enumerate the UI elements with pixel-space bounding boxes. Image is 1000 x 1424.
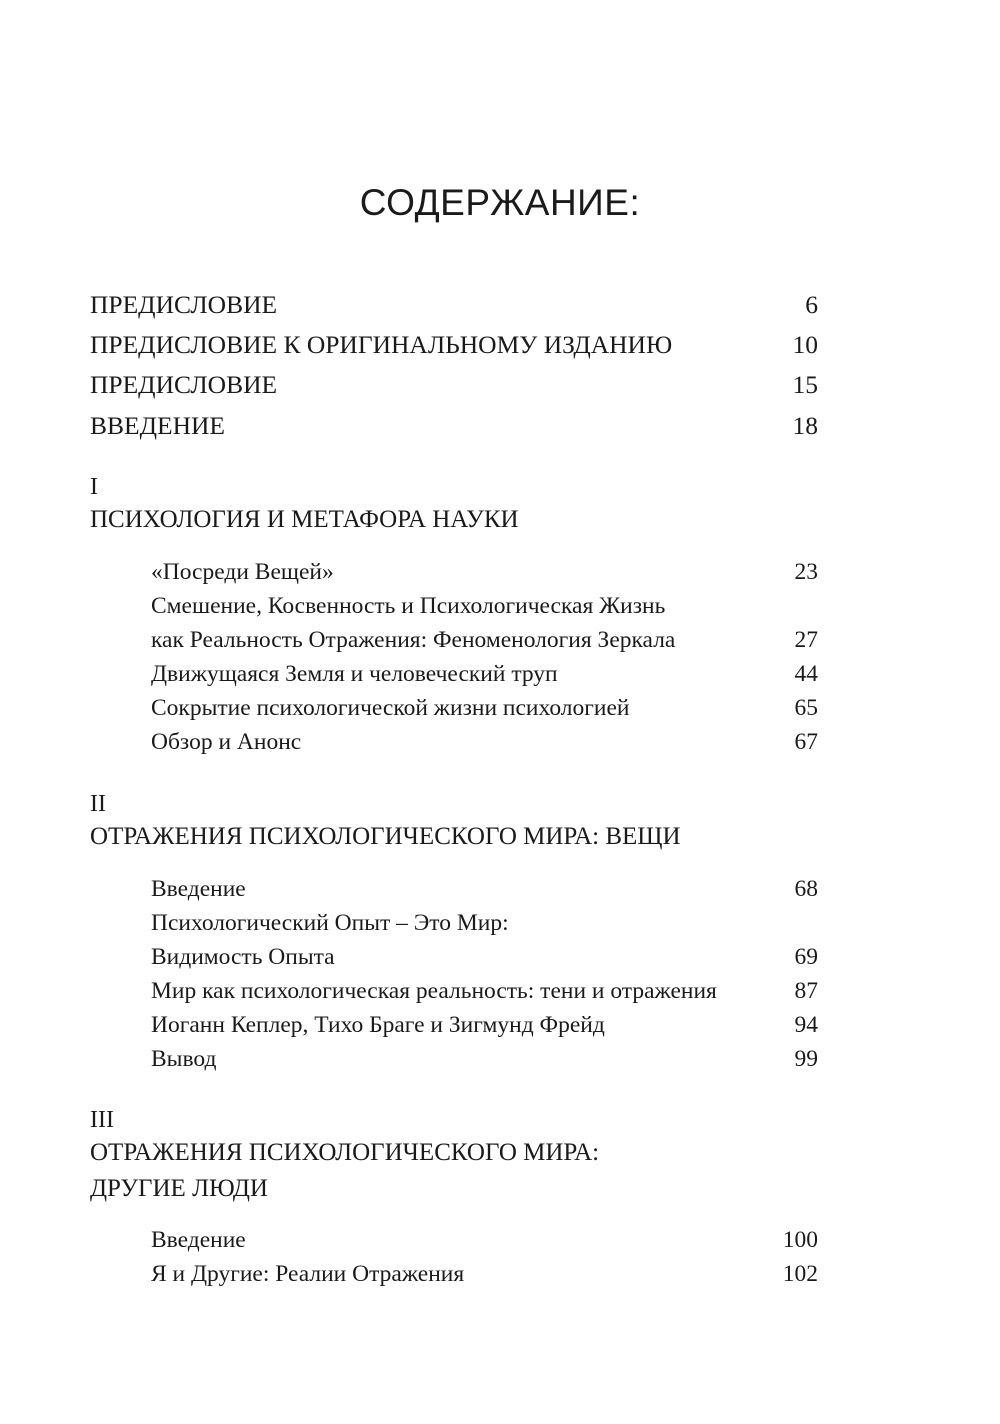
toc-entry[interactable] [90,406,818,446]
toc-entry[interactable] [151,872,818,906]
toc-entry-page: 99 [794,1046,818,1072]
toc-entry[interactable] [151,940,818,974]
toc-entry-label: Видимость Опыта [151,944,335,970]
toc-entry[interactable] [151,691,818,725]
toc-entry-label: Движущаяся Земля и человеческий труп [151,661,558,687]
part-number: II [90,791,106,817]
toc-entry[interactable] [151,725,818,759]
toc-entry-label: ПРЕДИСЛОВИЕ [90,370,278,399]
toc-entry-label: «Посреди Вещей» [151,559,334,585]
part-title[interactable]: ОТРАЖЕНИЯ ПСИХОЛОГИЧЕСКОГО МИРА: ВЕЩИ [90,823,681,850]
toc-entry-label: Иоганн Кеплер, Тихо Браге и Зигмунд Фрейд [151,1012,605,1038]
toc-entry-label: Смешение, Косвенность и Психологическая Жизнь [151,593,666,619]
toc-entry-page: 23 [794,559,818,585]
toc-entry[interactable] [90,325,818,365]
toc-entry-page: 87 [794,978,818,1004]
toc-entry-label: ПРЕДИСЛОВИЕ [90,290,278,319]
toc-entry-label: Введение [151,1227,246,1253]
toc-entry-label: Я и Другие: Реалии Отражения [151,1261,465,1287]
part-title-continued[interactable]: ДРУГИЕ ЛЮДИ [90,1175,268,1202]
toc-entry-page: 10 [792,330,818,359]
part-number: III [90,1107,114,1133]
toc-entry[interactable] [151,1042,818,1076]
toc-entry[interactable] [151,974,818,1008]
toc-entry-page: 100 [782,1227,818,1253]
page-title: СОДЕРЖАНИЕ: [359,182,641,223]
toc-entry-page: 18 [792,411,818,440]
toc-entry[interactable] [151,555,818,589]
toc-entry-page: 44 [794,661,818,687]
toc-entry-page: 65 [794,695,818,721]
toc-entry-label: Введение [151,876,246,902]
toc-entry[interactable] [151,623,818,657]
toc-entry-page: 27 [794,627,818,653]
toc-entry[interactable] [90,285,818,325]
toc-entry-label: Психологический Опыт – Это Мир: [151,910,509,936]
toc-entry-page: 6 [805,290,818,319]
toc-entry[interactable] [151,1257,818,1291]
toc-entry-page: 94 [794,1012,818,1038]
part-number: I [90,474,98,500]
toc-entry-page: 68 [794,876,818,902]
toc-entry[interactable] [151,906,818,940]
toc-entry-page: 102 [782,1261,818,1287]
toc-entry[interactable] [151,1223,818,1257]
toc-entry-page: 69 [794,944,818,970]
toc-entry[interactable] [151,657,818,691]
toc-entry-label: Мир как психологическая реальность: тени и отражения [151,978,717,1004]
toc-entry[interactable] [90,365,818,405]
toc-entry[interactable] [151,589,818,623]
toc-entry-label: как Реальность Отражения: Феноменология Зеркала [151,627,676,653]
toc-entry-label: Сокрытие психологической жизни психологией [151,695,630,721]
toc-entry-label: ВВЕДЕНИЕ [90,411,225,440]
toc-entry[interactable] [151,1008,818,1042]
toc-entry-label: ПРЕДИСЛОВИЕ К ОРИГИНАЛЬНОМУ ИЗДАНИЮ [90,330,673,359]
toc-entry-label: Обзор и Анонс [151,729,302,755]
toc-entry-label: Вывод [151,1046,217,1072]
toc-entry-page: 67 [794,729,818,755]
toc-entry-page: 15 [792,370,818,399]
part-title[interactable]: ПСИХОЛОГИЯ И МЕТАФОРА НАУКИ [90,506,519,533]
part-title[interactable]: ОТРАЖЕНИЯ ПСИХОЛОГИЧЕСКОГО МИРА: [90,1139,600,1166]
